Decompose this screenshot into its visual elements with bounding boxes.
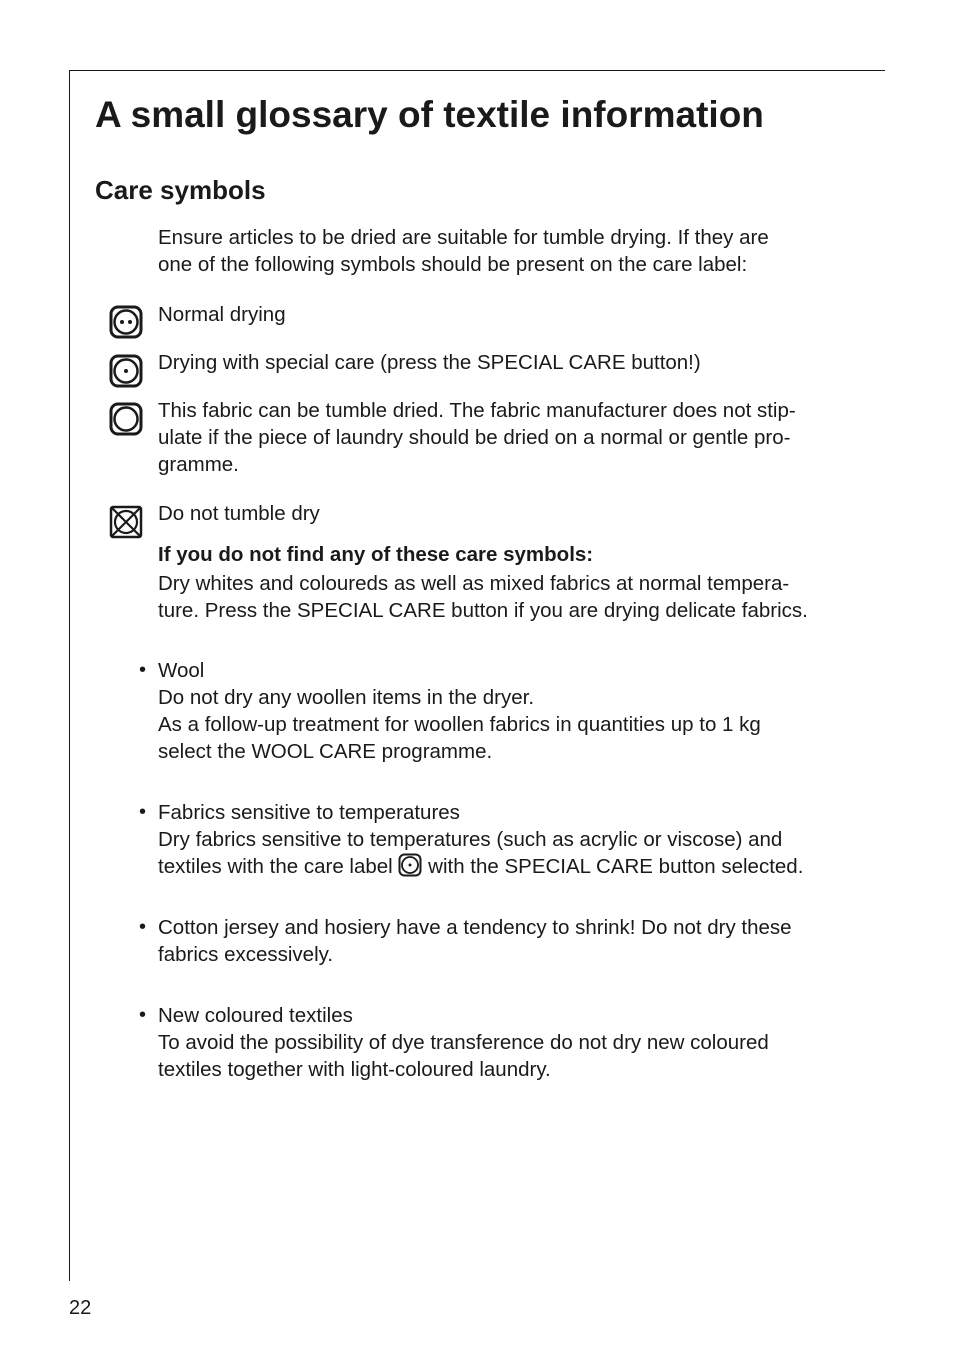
top-rule xyxy=(69,70,885,71)
bullet-cotton-jersey: Cotton jersey and hosiery have a tendency to shrink! Do not dry these fabrics excessively. xyxy=(158,916,792,966)
tumble-dry-gentle-icon xyxy=(398,853,422,877)
tumble-dry-normal-icon xyxy=(109,305,143,339)
tumble-dry-gentle-icon xyxy=(109,354,143,388)
left-rule xyxy=(69,70,70,1281)
no-symbols-heading: If you do not find any of these care symbols: xyxy=(158,543,594,566)
bullet-marker: • xyxy=(139,659,147,681)
page-title: A small glossary of textile information xyxy=(95,94,764,135)
symbol-text-tumble-dry-allowed: This fabric can be tumble dried. The fabric manufacturer does not stip- ulate if the piece of laundry should be dried on a normal or gentle pro- gramme. xyxy=(158,399,796,476)
symbol-text-do-not-tumble-dry: Do not tumble dry xyxy=(158,502,320,525)
page-number: 22 xyxy=(69,1297,92,1319)
bullet-sensitive-fabrics: Fabrics sensitive to temperatures Dry fabrics sensitive to temperatures (such as acrylic or viscose) and textiles with the care label with the SPECIAL CARE button selected. xyxy=(158,801,804,878)
bullet-marker: • xyxy=(139,1004,147,1026)
tumble-dry-allowed-icon xyxy=(109,402,143,436)
bullet-marker: • xyxy=(139,916,147,938)
bullet-wool: Wool Do not dry any woollen items in the dryer. As a follow-up treatment for woollen fabrics in quantities up to 1 kg select the WOOL CARE programme. xyxy=(158,659,761,763)
do-not-tumble-dry-icon xyxy=(109,505,143,539)
no-symbols-text: Dry whites and coloureds as well as mixed fabrics at normal tempera- ture. Press the SPECIAL CARE button if you are drying delicate fabrics. xyxy=(158,572,808,622)
section-title-care-symbols: Care symbols xyxy=(95,175,266,205)
symbol-text-special-care: Drying with special care (press the SPECIAL CARE button!) xyxy=(158,351,701,374)
bullet-new-coloured-textiles: New coloured textiles To avoid the possibility of dye transference do not dry new coloured textiles together with light-coloured laundry. xyxy=(158,1004,769,1081)
symbol-text-normal-drying: Normal drying xyxy=(158,303,286,326)
intro-text: Ensure articles to be dried are suitable for tumble drying. If they are one of the following symbols should be present on the care label: xyxy=(158,226,769,276)
bullet-marker: • xyxy=(139,801,147,823)
